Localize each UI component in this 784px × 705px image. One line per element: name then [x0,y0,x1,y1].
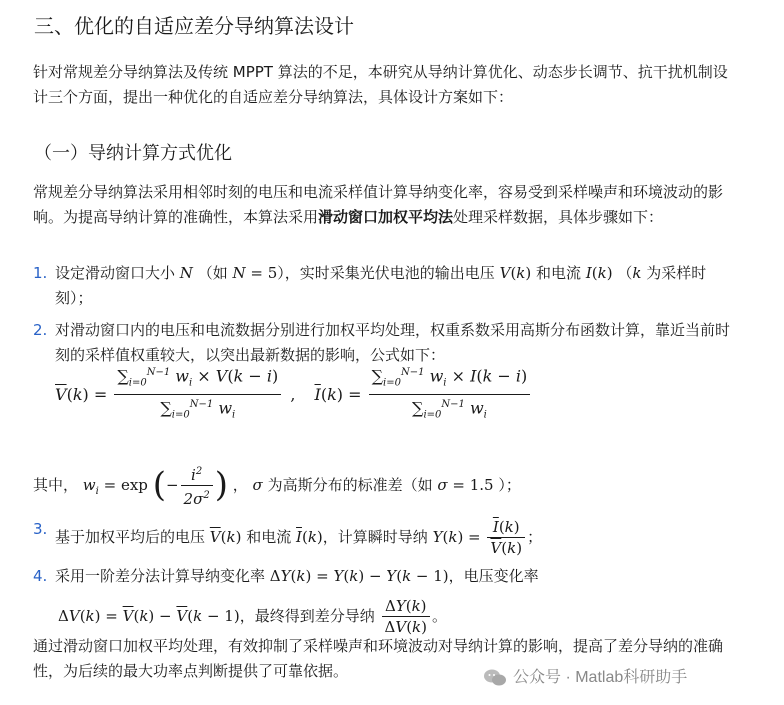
math-Vbar: $\overline{V}(k)$ = [55,384,108,404]
math-N-eq-5: N = 5 [232,264,278,282]
list-number: 3. [33,520,48,538]
math-deltaY: ΔY(k) = Y(k) − Y(k − 1) [269,567,449,585]
math-Vbar-k: $\overline{V}(k)$ [209,528,242,546]
list-item-body [55,517,735,558]
where-text-b: ， [232,476,248,494]
list-item-body: 对滑动窗口内的电压和电流数据分别进行加权平均处理，权重系数采用高斯分布函数计算，靠近当前时刻的采样值权重较大，以突出最新数据的影响，公式如下： [55,321,731,364]
intro-paragraph: 针对常规差分导纳算法及传统 MPPT 算法的不足，本研究从导纳计算优化、动态步长调节、抗干扰机制设计三个方面，提出一种优化的自适应差分导纳算法，具体设计方案如下： [33,63,728,106]
subsection-title: （一）导纳计算方式优化 [34,143,232,164]
where-text-c: 为高斯分布的标准差（如 [267,476,433,494]
list-item-body [55,564,735,589]
step1-text-b: （如 [197,264,228,282]
math-fraction-I: $\frac{\sum_{i=0}^{N-1} w_i \times I(k - i)}{\sum_{i=0}^{N-1} w_i}$ [369,363,531,425]
watermark [483,664,687,688]
step4-text-c: ，最终得到差分导纳 [239,607,375,625]
conclusion-paragraph: 通过滑动窗口加权平均处理，有效抑制了采样噪声和环境波动对导纳计算的影响，提高了差分导纳的准确性，为后续的最大功率点判断提供了可靠依据。 [33,637,724,680]
math-Ibar-k: $\overline{I}(k)$ [296,528,323,546]
step1-text-e: （ [617,264,633,282]
math-deltaV: $\Delta V(k) = \overline{V}(k) - \overline{V}(k - 1)$ [58,607,240,625]
list-number: 2. [33,321,48,339]
step3-text-a: 基于加权平均后的电压 [55,528,206,546]
where-text-d: ）； [498,476,521,494]
math-sigma: σ [252,476,263,494]
math-fraction-V: $\frac{\sum_{i=0}^{N-1} w_i \times V(k - i)}{\sum_{i=0}^{N-1} w_i}$ [114,363,281,425]
step4-text-d: 。 [432,607,448,625]
weight-definition: 其中， $w_i = \exp$ (− $\frac{i^2}{2\sigma^2}$ ) ， σ 为高斯分布的标准差（如 σ = 1.5 ）； [33,462,733,509]
math-Ibar: $\overline{I}(k)$ = [314,384,362,404]
math-Y-k: Y(k) = [432,528,481,546]
method-text-after: 处理采样数据，具体步骤如下： [453,208,664,226]
method-text-before: 常规差分导纳算法采用相邻时刻的电压和电流采样值计算导纳变化率，容易受到采样噪声和环境波动的影响。为提高导纳计算的准确性，本算法采用 [33,183,724,226]
watermark-text: 公众号 · Matlab科研助手 [513,669,688,686]
step3-text-d: ； [527,528,543,546]
step1-text-c: ），实时采集光伏电池的输出电压 [277,264,495,282]
step3-text-c: ，计算瞬时导纳 [322,528,428,546]
list-number: 4. [33,567,48,585]
list-item-body [55,261,735,311]
list-item-4-continued [58,596,718,637]
step4-text-b: ，电压变化率 [448,567,539,585]
math-V-k: V(k) [499,264,532,282]
math-k: k [632,264,642,282]
weighted-average-formula: $\overline{V}(k)$ = $\frac{\sum_{i=0}^{N-1} w_i \times V(k - i)}{\sum_{i=0}^{N-1} w_i}$ , $\overline{I}(k)$ = $\frac{\sum_{i=0}^{N-1} w_i \times I(k - i)}{\sum_{i=0}^{N-1} w_i}$ [55,363,695,421]
method-bold-term: 滑动窗口加权平均法 [318,208,454,226]
math-sigma-value: σ = 1.5 [437,476,494,494]
step3-text-b: 和电流 [246,528,292,546]
where-text-a: 其中， [33,476,79,494]
math-diff-admittance: $\frac{\Delta Y(k)}{\Delta V(k)}$ [382,596,431,637]
step1-text-f: 为采样时刻）； [55,264,707,307]
math-weight: $w_i = \exp$ [82,476,148,497]
math-N: N [179,264,193,282]
method-paragraph [33,180,733,230]
math-admittance-fraction: $\frac{\overline{I}(k)}{\overline{V}(k)}$ [487,517,525,558]
list-number: 1. [33,264,48,282]
math-gauss-fraction: $\frac{i^2}{2\sigma^2}$ [181,462,213,509]
wechat-icon [483,668,507,688]
step4-text-a: 采用一阶差分法计算导纳变化率 [55,567,266,585]
step1-text-d: 和电流 [536,264,582,282]
math-I-k: I(k) [585,264,613,282]
section-title: 三、优化的自适应差分导纳算法设计 [34,14,354,38]
step1-text-a: 设定滑动窗口大小 [55,264,176,282]
